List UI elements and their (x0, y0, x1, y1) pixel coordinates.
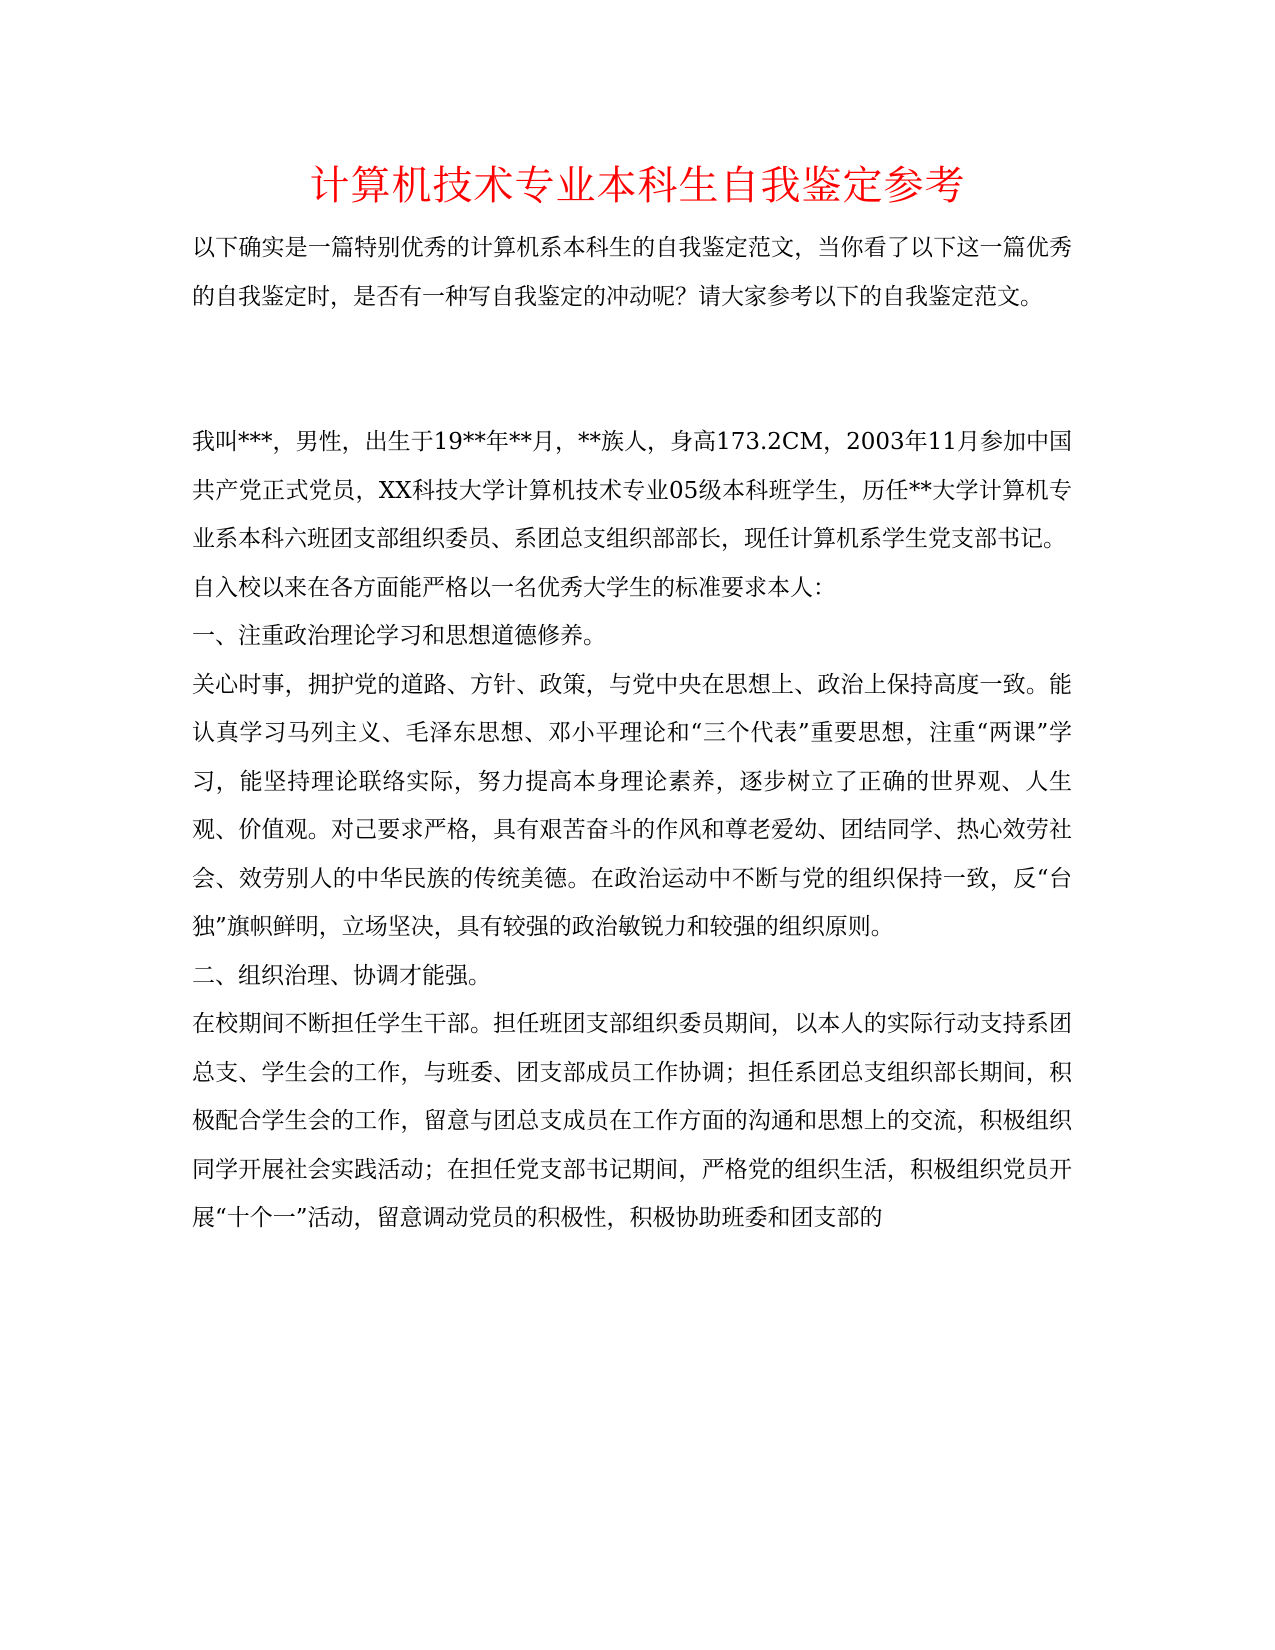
blank-line (192, 370, 1072, 419)
intro-paragraph: 以下确实是一篇特别优秀的计算机系本科生的自我鉴定范文，当你看了以下这一篇优秀的自我鉴定时，是否有一种写自我鉴定的冲动呢？请大家参考以下的自我鉴定范文。 (192, 235, 1072, 310)
section-heading-organization: 二、组织治理、协调才能强。 (192, 962, 491, 989)
paragraph-politics: 关心时事，拥护党的道路、方针、政策，与党中央在思想上、政治上保持高度一致。能认真学习马列主义、毛泽东思想、邓小平理论和“三个代表”重要思想，注重“两课”学习，能坚持理论联络实际，努力提高本身理论素养，逐步树立了正确的世界观、人生观、价值观。对己要求严格，具有艰苦奋斗的作风和尊老爱幼、团结同学、热心效劳社会、效劳别人的中华民族的传统美德。在政治运动中不断与党的组织保持一致，反“台独”旗帜鲜明，立场坚决，具有较强的政治敏锐力和较强的组织原则。 (192, 671, 1072, 940)
paragraph-organization: 在校期间不断担任学生干部。担任班团支部组织委员期间，以本人的实际行动支持系团总支、学生会的工作，与班委、团支部成员工作协调；担任系团总支组织部长期间，积极配合学生会的工作，留意与团总支成员在工作方面的沟通和思想上的交流，积极组织同学开展社会实践活动；在担任党支部书记期间，严格党的组织生活，积极组织党员开展“十个一”活动，留意调动党员的积极性，积极协助班委和团支部的 (192, 1011, 1072, 1231)
document-title: 计算机技术专业本科生自我鉴定参考 (309, 163, 966, 209)
paragraph-personal-info: 我叫***，男性，出生于19**年**月，**族人，身高173.2CM，2003年11月参加中国共产党正式党员，XX科技大学计算机技术专业05级本科班学生，历任**大学计算机专业系本科六班团支部组织委员、系团总支组织部部长，现任计算机系学生党支部书记。 (192, 429, 1072, 552)
section-heading-politics: 一、注重政治理论学习和思想道德修养。 (192, 623, 606, 649)
blank-line (192, 321, 1072, 370)
document-body (192, 224, 1072, 1243)
paragraph-self-requirement: 自入校以来在各方面能严格以一名优秀大学生的标准要求本人： (192, 574, 836, 601)
